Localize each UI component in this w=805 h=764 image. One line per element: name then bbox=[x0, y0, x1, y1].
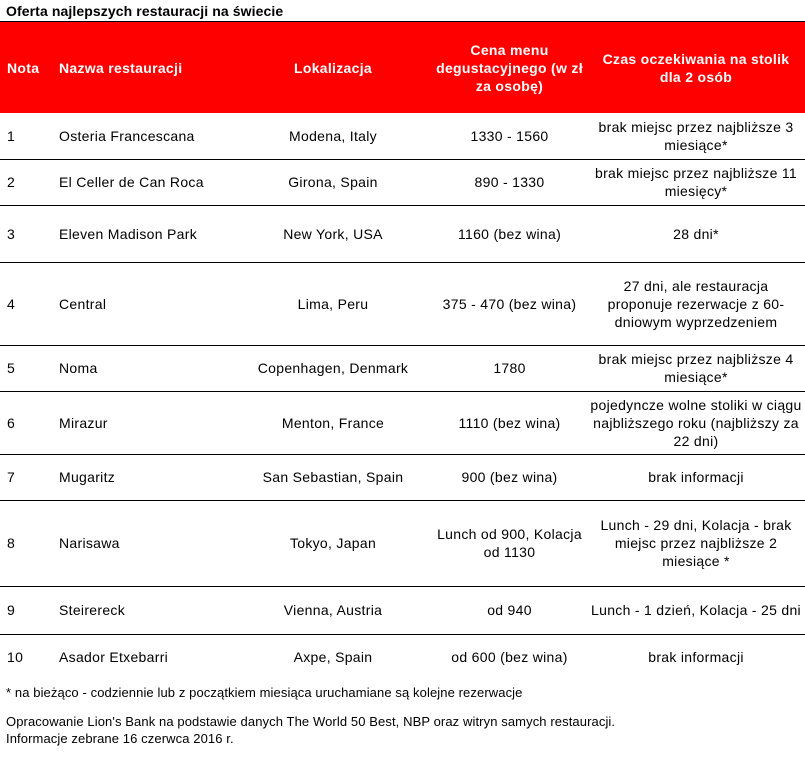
cell-price: 1160 (bez wina) bbox=[432, 205, 587, 262]
cell-wait: brak informacji bbox=[648, 649, 744, 666]
cell-wait: 28 dni* bbox=[587, 205, 805, 262]
table-body bbox=[0, 113, 805, 680]
cell-wait: 27 dni, ale restauracja proponuje rezerwacje z 60-dniowym wyprzedzeniem bbox=[587, 262, 805, 345]
cell-nota: 3 bbox=[0, 205, 51, 262]
cell-price: 375 - 470 (bez wina) bbox=[432, 262, 587, 345]
cell-location: New York, USA bbox=[234, 205, 432, 262]
cell-nota: 7 bbox=[0, 454, 51, 500]
table-row bbox=[0, 391, 805, 454]
cell-name: El Celler de Can Roca bbox=[51, 159, 234, 205]
cell-wait: brak miejsc przez najbliższe 3 miesiące* bbox=[587, 113, 805, 159]
cell-wait: brak miejsc przez najbliższe 4 miesiące* bbox=[587, 345, 805, 391]
cell-price: Lunch od 900, Kolacja od 1130 bbox=[432, 500, 587, 586]
table-title: Oferta najlepszych restauracji na świecie bbox=[6, 3, 284, 19]
cell-name: Narisawa bbox=[51, 500, 234, 586]
cell-location: San Sebastian, Spain bbox=[234, 454, 432, 500]
column-header-wait: Czas oczekiwania na stolik dla 2 osób bbox=[602, 50, 790, 85]
source-line-1: Opracowanie Lion's Bank na podstawie danych The World 50 Best, NBP oraz witryn samych restauracji. bbox=[6, 714, 616, 729]
table-header bbox=[0, 22, 805, 113]
cell-wait: Lunch - 1 dzień, Kolacja - 25 dni bbox=[587, 586, 805, 634]
table-row bbox=[0, 205, 805, 262]
cell-location: Girona, Spain bbox=[234, 159, 432, 205]
source-line-2: Informacje zebrane 16 czerwca 2016 r. bbox=[6, 731, 234, 746]
table-row bbox=[0, 113, 805, 159]
cell-name: Eleven Madison Park bbox=[51, 205, 234, 262]
cell-nota: 6 bbox=[0, 391, 51, 454]
header-row bbox=[0, 22, 805, 113]
footnote: * na bieżąco - codziennie lub z początkiem miesiąca uruchamiane są kolejne rezerwacje bbox=[6, 685, 523, 700]
cell-name: Noma bbox=[51, 345, 234, 391]
column-header-location: Lokalizacja bbox=[293, 59, 372, 76]
cell-price: 900 (bez wina) bbox=[432, 454, 587, 500]
table-row bbox=[0, 345, 805, 391]
table-row bbox=[0, 586, 805, 634]
cell-price: od 940 bbox=[432, 586, 587, 634]
source-note bbox=[6, 713, 615, 747]
cell-wait: Lunch - 29 dni, Kolacja - brak miejsc przez najbliższe 2 miesiące * bbox=[587, 500, 805, 586]
cell-nota: 2 bbox=[0, 159, 51, 205]
cell-location: Vienna, Austria bbox=[234, 586, 432, 634]
cell-price: 1330 - 1560 bbox=[432, 113, 587, 159]
cell-location: Modena, Italy bbox=[234, 113, 432, 159]
table-row bbox=[0, 159, 805, 205]
table-row bbox=[0, 454, 805, 500]
cell-nota: 8 bbox=[0, 500, 51, 586]
cell-nota: 10 bbox=[7, 649, 24, 666]
cell-location: Lima, Peru bbox=[234, 262, 432, 345]
cell-name: Asador Etxebarri bbox=[59, 649, 169, 666]
cell-name: Osteria Francescana bbox=[51, 113, 234, 159]
cell-wait: pojedyncze wolne stoliki w ciągu najbliższego roku (najbliższy za 22 dni) bbox=[587, 391, 805, 454]
cell-price: od 600 (bez wina) bbox=[451, 649, 568, 666]
cell-price: 1780 bbox=[432, 345, 587, 391]
cell-location: Copenhagen, Denmark bbox=[234, 345, 432, 391]
cell-wait: brak miejsc przez najbliższe 11 miesięcy* bbox=[587, 159, 805, 205]
table-row bbox=[0, 262, 805, 345]
cell-name: Mirazur bbox=[51, 391, 234, 454]
column-header-price: Cena menu degustacyjnego (w zł za osobę) bbox=[436, 41, 583, 94]
table-row bbox=[0, 500, 805, 586]
cell-price: 890 - 1330 bbox=[432, 159, 587, 205]
cell-wait: brak informacji bbox=[587, 454, 805, 500]
restaurant-table bbox=[0, 22, 805, 680]
cell-price: 1110 (bez wina) bbox=[432, 391, 587, 454]
cell-nota: 5 bbox=[0, 345, 51, 391]
cell-nota: 4 bbox=[0, 262, 51, 345]
cell-name: Steirereck bbox=[51, 586, 234, 634]
cell-nota: 1 bbox=[0, 113, 51, 159]
cell-name: Mugaritz bbox=[51, 454, 234, 500]
cell-location: Menton, France bbox=[234, 391, 432, 454]
cell-location: Tokyo, Japan bbox=[234, 500, 432, 586]
column-header-name: Nazwa restauracji bbox=[59, 59, 183, 76]
cell-nota: 9 bbox=[0, 586, 51, 634]
table-row bbox=[0, 634, 805, 680]
column-header-nota: Nota bbox=[7, 59, 40, 76]
cell-location: Axpe, Spain bbox=[293, 649, 373, 666]
cell-name: Central bbox=[51, 262, 234, 345]
